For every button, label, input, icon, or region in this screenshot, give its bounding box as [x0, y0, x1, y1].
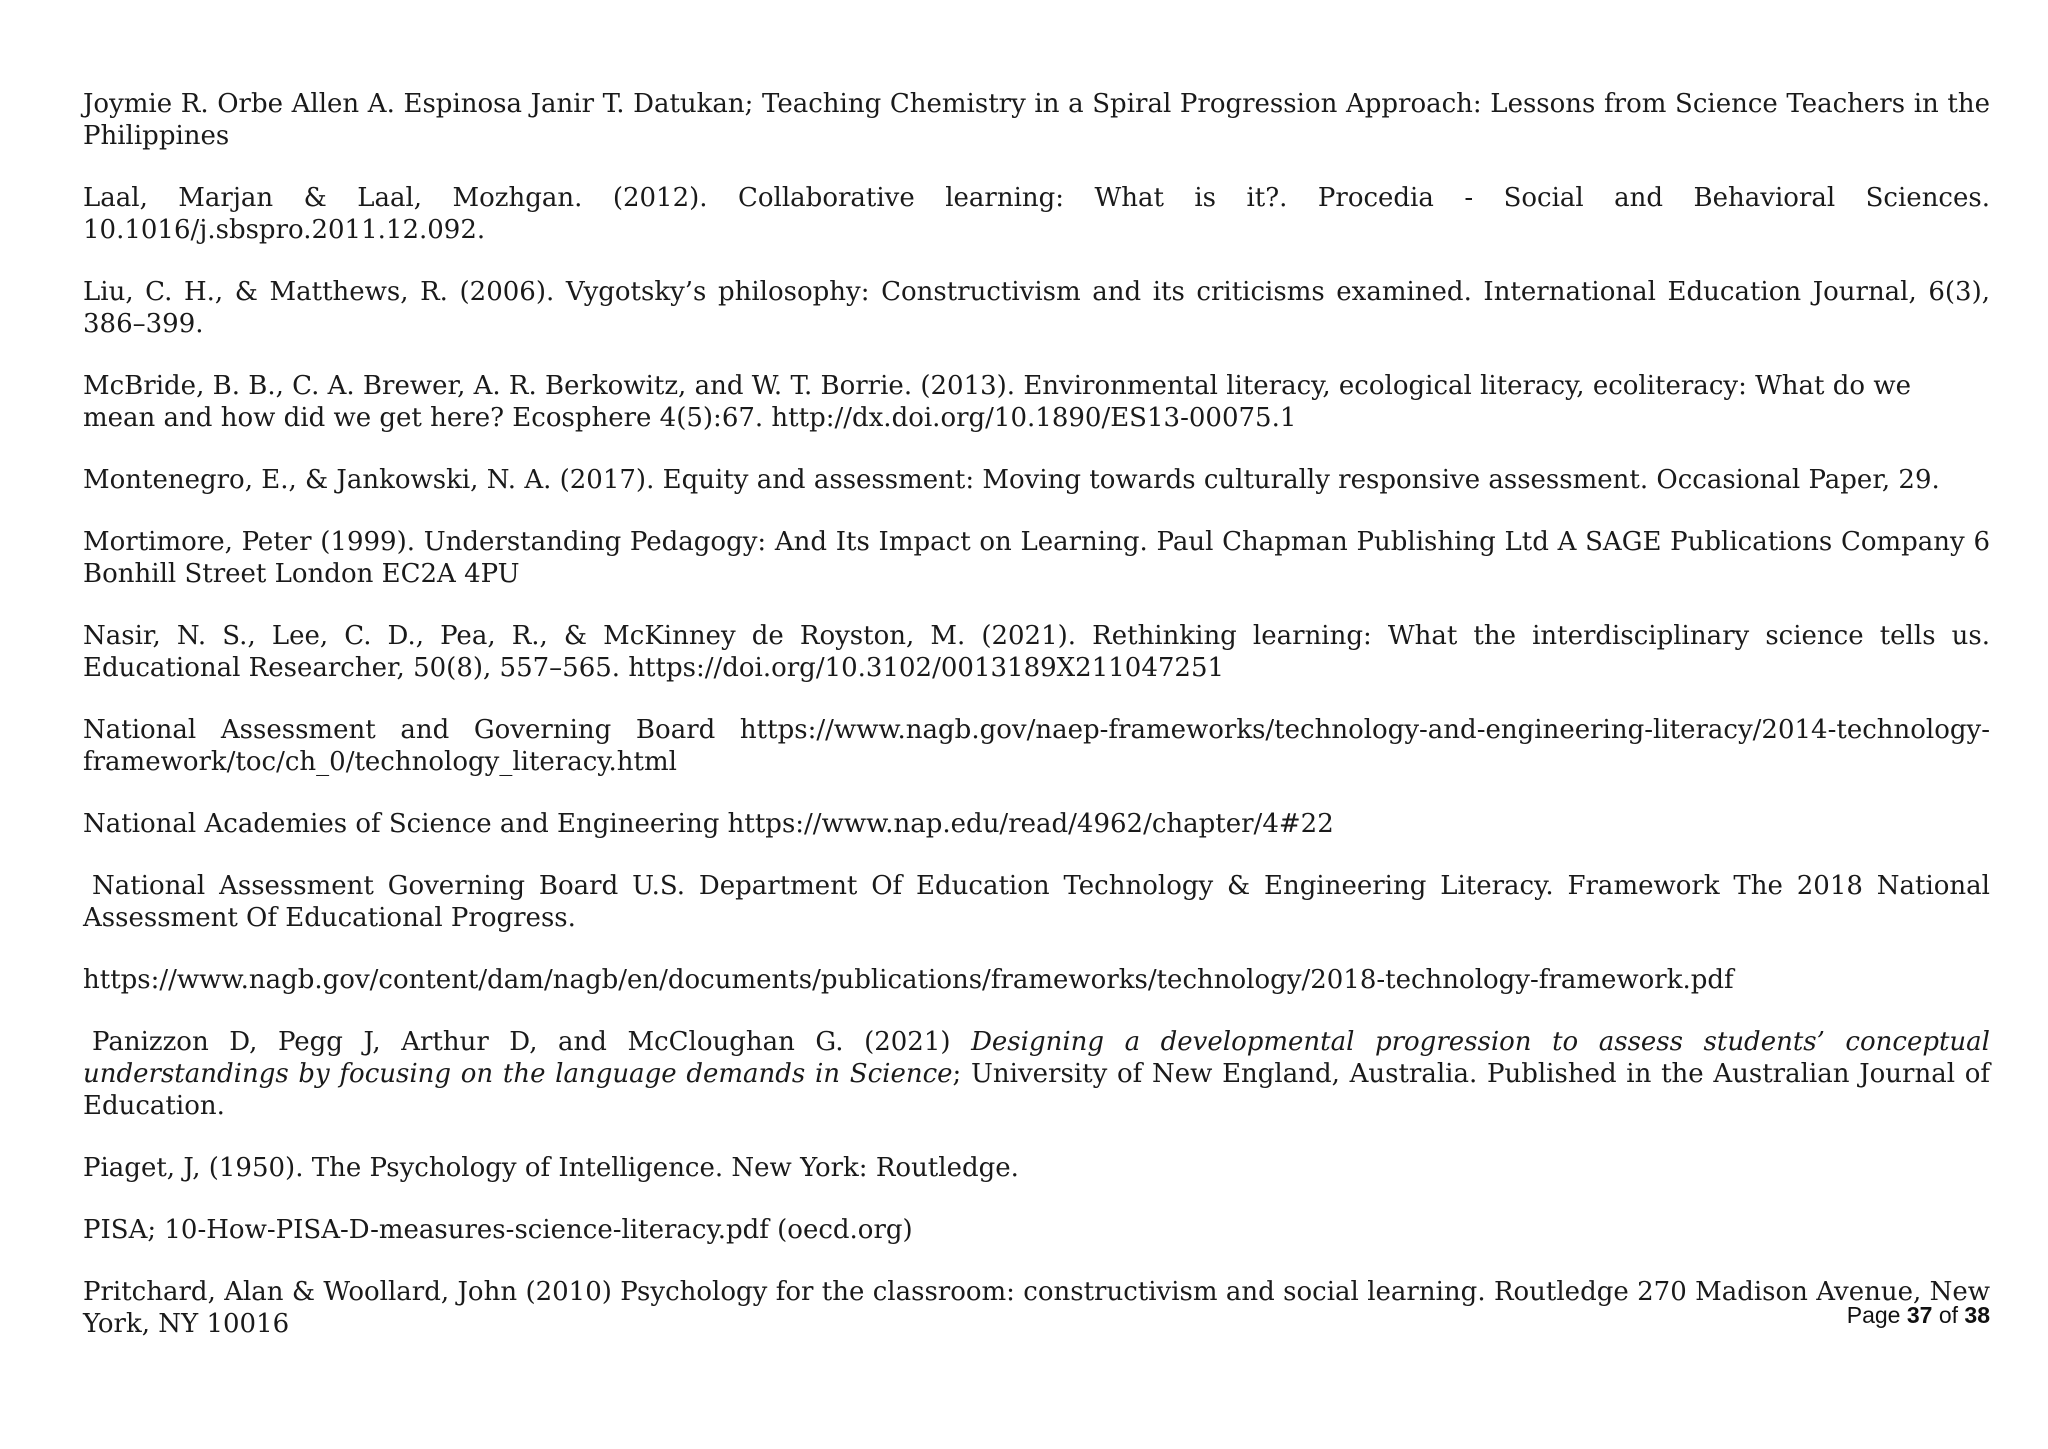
reference-item: Montenegro, E., & Jankowski, N. A. (2017). Equity and assessment: Moving towards culturally responsive assessment. Occasional Paper, 29.: [83, 465, 1940, 495]
reference-item: National Academies of Science and Engineering https://www.nap.edu/read/4962/chapter/4#22: [83, 809, 1334, 839]
page-number-footer: [1847, 1302, 1990, 1329]
reference-item: Liu, C. H., & Matthews, R. (2006). Vygotsky’s philosophy: Constructivism and its criticisms examined. International Education Journal, 6(3), 386–399.: [83, 277, 1990, 339]
reference-item: McBride, B. B., C. A. Brewer, A. R. Berkowitz, and W. T. Borrie. (2013). Environmental literacy, ecological literacy, ecoliteracy: What do we mean and how did we get here? Ecosphere 4(5):67. http://dx.doi.org/10.1890/ES13-00075.1: [83, 371, 1911, 433]
current-page-number: 37: [1906, 1302, 1933, 1328]
reference-item: Nasir, N. S., Lee, C. D., Pea, R., & McKinney de Royston, M. (2021). Rethinking learning: What the interdisciplinary science tells us. Educational Researcher, 50(8), 557–565. https://doi.org/10.3102/0013189X211047251: [83, 621, 1990, 683]
page-word: Page: [1846, 1302, 1901, 1328]
reference-authors: Panizzon D, Pegg J, Arthur D, and McCloughan G. (2021): [92, 1027, 972, 1057]
total-page-count: 38: [1964, 1302, 1990, 1328]
reference-item: PISA; 10-How-PISA-D-measures-science-literacy.pdf (oecd.org): [83, 1215, 913, 1245]
reference-item: Piaget, J, (1950). The Psychology of Intelligence. New York: Routledge.: [83, 1153, 1019, 1183]
reference-item: Pritchard, Alan & Woollard, John (2010) Psychology for the classroom: constructivism and social learning. Routledge 270 Madison Avenue, New York, NY 10016: [83, 1277, 1990, 1339]
reference-url: https://www.nagb.gov/content/dam/nagb/en/documents/publications/frameworks/technology/2018-technology-framework.pdf: [83, 965, 1734, 995]
reference-source: ; University of New England, Australia. Published in the Australian Journal of Education.: [83, 1059, 1990, 1121]
reference-list: [83, 88, 1990, 1370]
reference-item: [83, 1026, 1990, 1122]
reference-item: Laal, Marjan & Laal, Mozhgan. (2012). Collaborative learning: What is it?. Procedia - Social and Behavioral Sciences. 10.1016/j.sbspro.2011.12.092.: [83, 183, 1990, 245]
reference-title-italic: Designing a developmental progression to assess students’ conceptual understandings by focusing on the language demands in Science: [83, 1027, 1990, 1089]
reference-item: Joymie R. Orbe Allen A. Espinosa Janir T. Datukan; Teaching Chemistry in a Spiral Progression Approach: Lessons from Science Teachers in the Philippines: [83, 89, 1990, 151]
reference-item: National Assessment Governing Board U.S. Department Of Education Technology & Engineering Literacy. Framework The 2018 National Assessment Of Educational Progress.: [83, 871, 1990, 933]
of-word: of: [1938, 1302, 1959, 1328]
reference-item: National Assessment and Governing Board https://www.nagb.gov/naep-frameworks/technology-and-engineering-literacy/2014-technology-framework/toc/ch_0/technology_literacy.html: [83, 715, 1990, 777]
reference-item: Mortimore, Peter (1999). Understanding Pedagogy: And Its Impact on Learning. Paul Chapman Publishing Ltd A SAGE Publications Company 6 Bonhill Street London EC2A 4PU: [83, 527, 1990, 589]
